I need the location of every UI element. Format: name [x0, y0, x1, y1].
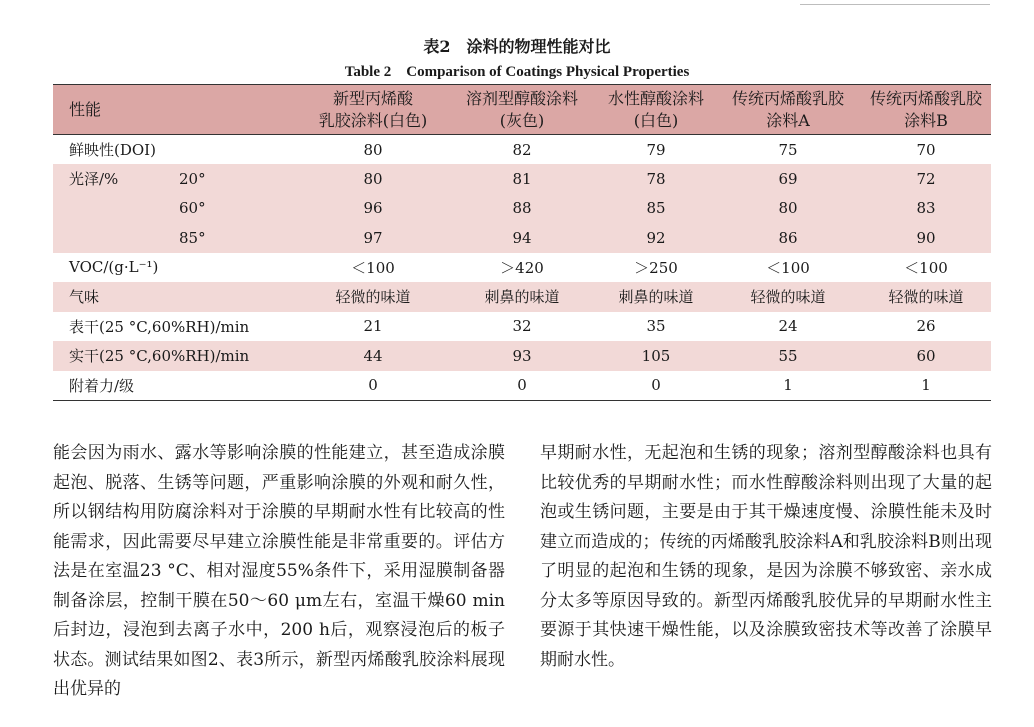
body-paragraph-left: 能会因为雨水、露水等影响涂膜的性能建立，甚至造成涂膜起泡、脱落、生锈等问题，严重影响涂膜的外观和耐久性，所以钢结构用防腐涂料对于涂膜的早期耐水性有比较高的性能需求，因此需要尽早建立涂膜性能是非常重要的。评估方法是在室温23 °C、相对湿度55%条件下，采用湿膜制备器制备涂层，控制干膜在50～60 μm左右，室温干燥60 min后封边，浸泡到去离子水中，200 h后，观察浸泡后的板子状态。测试结果如图2、表3所示，新型丙烯酸乳胶涂料展现出优异的	[53, 443, 505, 699]
header-rule	[800, 0, 990, 5]
table-cell: 24	[778, 317, 798, 336]
table-row	[53, 135, 991, 165]
table-cell: 85	[646, 199, 666, 218]
row-label-gloss: 光泽/% 20°	[69, 169, 206, 189]
row-label-gloss-85	[53, 223, 299, 253]
body-column-right	[540, 439, 992, 675]
row-label: 附着力/级	[53, 371, 299, 401]
header-col-4: 传统丙烯酸乳胶 涂料A	[715, 85, 861, 135]
table-cell: 94	[512, 228, 532, 247]
table-row	[53, 312, 991, 342]
table-cell: 26	[916, 317, 936, 336]
table-cell: 70	[916, 140, 936, 159]
table-cell: 21	[363, 317, 383, 336]
table-cell: 80	[778, 199, 798, 218]
table-cell: 55	[778, 346, 798, 365]
table-cell: 0	[447, 371, 597, 401]
body-column-left	[53, 439, 505, 705]
table-cell: 93	[512, 346, 532, 365]
table-cell: 32	[512, 317, 532, 336]
table-cell: 92	[646, 228, 666, 247]
table-cell: 80	[363, 140, 383, 159]
table-cell: 81	[512, 169, 532, 188]
table-cell: 75	[778, 140, 798, 159]
header-col-1: 新型丙烯酸 乳胶涂料(白色)	[299, 85, 447, 135]
table-cell: 83	[916, 199, 936, 218]
table-cell: 轻微的味道	[888, 288, 964, 307]
row-label: 表干(25 °C,60%RH)/min	[69, 317, 250, 336]
gloss-angle-20: 20°	[179, 169, 206, 188]
table-cell: 轻微的味道	[335, 288, 411, 307]
header-col-5: 传统丙烯酸乳胶 涂料B	[861, 85, 991, 135]
table-cell: ＞250	[634, 258, 678, 277]
row-label: 实干(25 °C,60%RH)/min	[69, 347, 250, 366]
table-cell: 刺鼻的味道	[484, 288, 560, 307]
table-cell: 96	[363, 199, 383, 218]
table-row	[53, 371, 991, 401]
table-caption-cn: 表2 涂料的物理性能对比	[423, 37, 611, 56]
table-cell: 82	[512, 140, 532, 159]
table-cell: 刺鼻的味道	[618, 288, 694, 307]
table-cell: ＜100	[766, 258, 810, 277]
table-caption-en: Table 2 Comparison of Coatings Physical Properties	[344, 64, 690, 80]
table-row	[53, 341, 991, 371]
table-row	[53, 223, 991, 253]
table-cell: ＜100	[904, 258, 948, 277]
table-cell: 35	[646, 317, 666, 336]
header-col-2: 溶剂型醇酸涂料 (灰色)	[447, 85, 597, 135]
table-row	[53, 282, 991, 312]
table-cell: ＜100	[351, 258, 395, 277]
row-label: 气味	[69, 288, 100, 307]
table-cell: 0	[597, 371, 715, 401]
table-cell: 72	[916, 169, 936, 188]
table-cell: 97	[363, 228, 383, 247]
row-label-gloss-60	[53, 194, 299, 224]
properties-table	[53, 84, 991, 401]
table-row	[53, 194, 991, 224]
gloss-angle-85: 85°	[179, 228, 206, 247]
table-cell: 轻微的味道	[750, 288, 826, 307]
table-cell: 44	[363, 346, 383, 365]
table-cell: 69	[778, 169, 798, 188]
body-paragraph-right: 早期耐水性，无起泡和生锈的现象；溶剂型醇酸涂料也具有比较优秀的早期耐水性；而水性醇酸涂料则出现了大量的起泡或生锈问题，主要是由于其干燥速度慢、涂膜性能未及时建立而造成的；传统的丙烯酸乳胶涂料A和乳胶涂料B则出现了明显的起泡和生锈的现象，是因为涂膜不够致密、亲水成分太多等原因导致的。新型丙烯酸乳胶优异的早期耐水性主要源于其快速干燥性能，以及涂膜致密技术等改善了涂膜早期耐水性。	[540, 443, 992, 670]
table-cell: 78	[646, 169, 666, 188]
table-cell: ＞420	[500, 258, 544, 277]
table-cell: 105	[641, 346, 671, 365]
table-row	[53, 253, 991, 283]
table-cell: 60	[916, 346, 936, 365]
table-cell: 0	[299, 371, 447, 401]
header-property: 性能	[53, 85, 299, 135]
table-cell: 1	[715, 371, 861, 401]
table-cell: 86	[778, 228, 798, 247]
table-header-row	[53, 85, 991, 135]
table-cell: 79	[646, 140, 666, 159]
gloss-angle-60: 60°	[179, 199, 206, 218]
header-col-3: 水性醇酸涂料 (白色)	[597, 85, 715, 135]
table-cell: 80	[363, 169, 383, 188]
row-label: 鲜映性(DOI)	[69, 141, 156, 159]
row-label: VOC/(g·L⁻¹)	[69, 258, 159, 277]
table-cell: 1	[861, 371, 991, 401]
table-row	[53, 164, 991, 194]
table-cell: 88	[512, 199, 532, 218]
table-cell: 90	[916, 228, 936, 247]
